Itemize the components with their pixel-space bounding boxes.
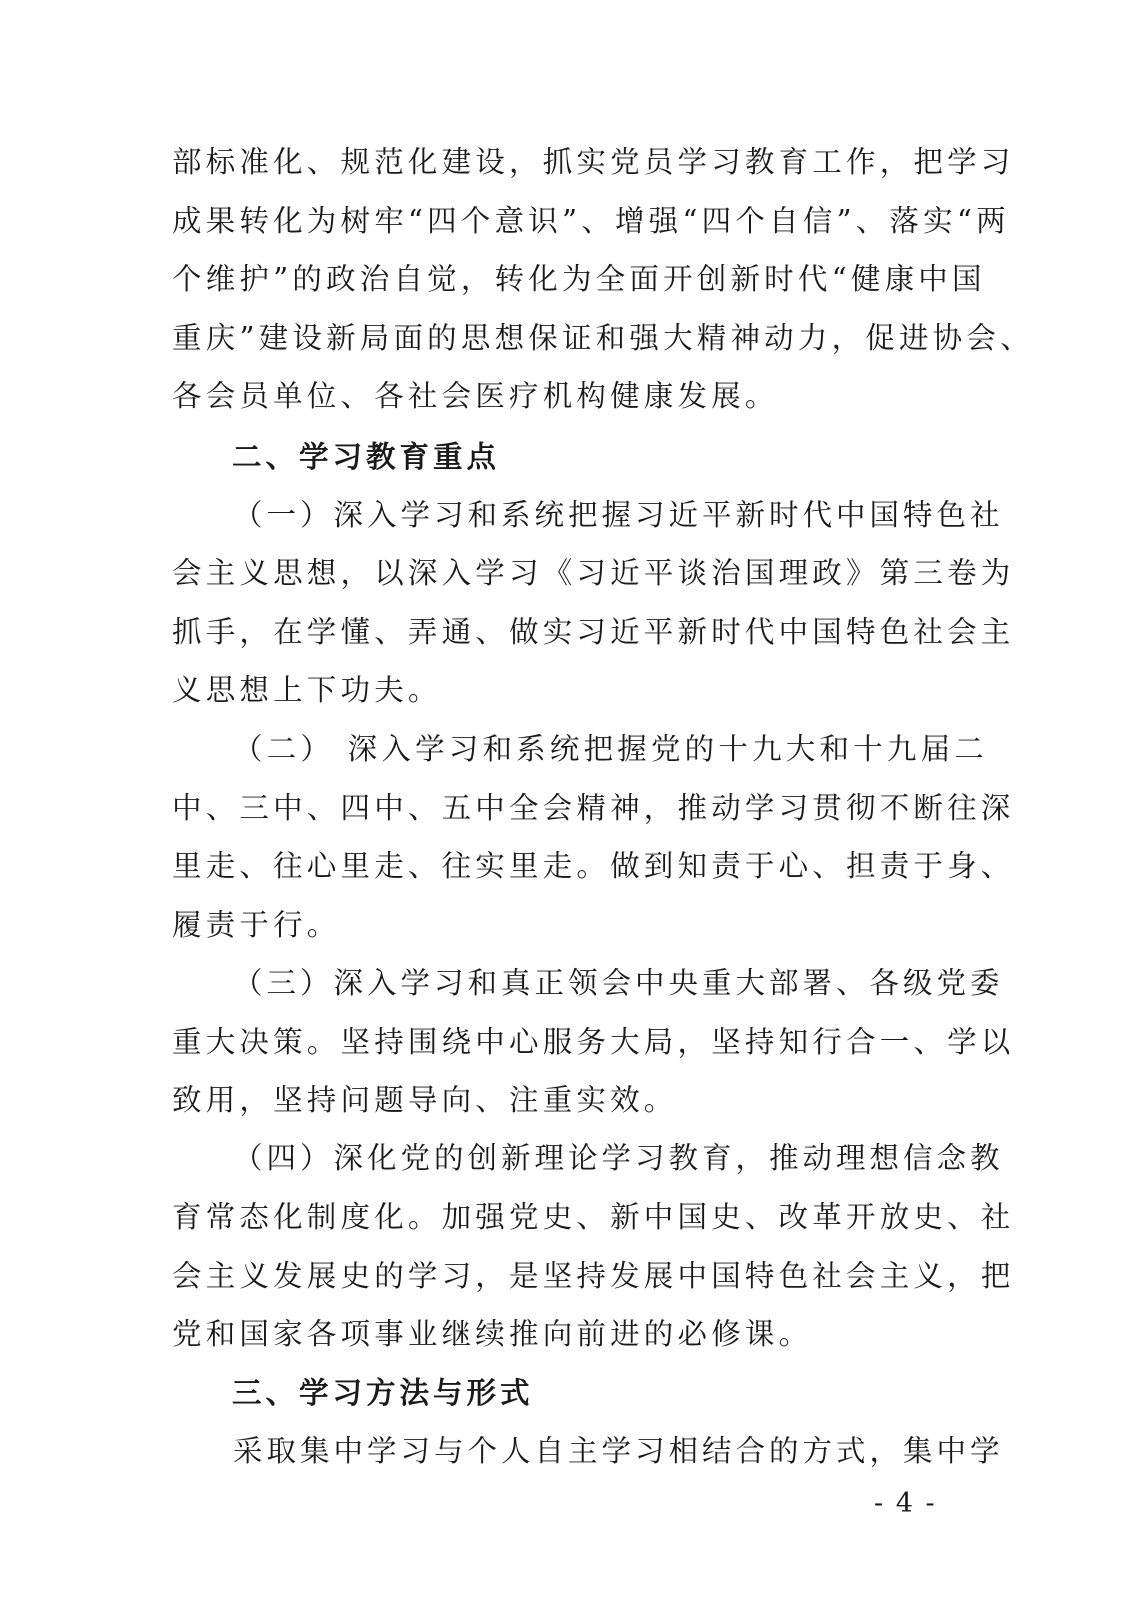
- body-text-line: （三）深入学习和真正领会中央重大部署、各级党委: [233, 966, 1004, 1000]
- body-text-line: 采取集中学习与个人自主学习相结合的方式，集中学: [233, 1434, 1004, 1468]
- body-text-line: （四）深化党的创新理论学习教育，推动理想信念教: [233, 1141, 1004, 1175]
- body-text-line: （一）深入学习和系统把握习近平新时代中国特色社: [233, 498, 1004, 532]
- body-text-line: 会主义发展史的学习，是坚持发展中国特色社会主义，把: [172, 1259, 1015, 1293]
- body-text-line: 重庆”建设新局面的思想保证和强大精神动力，促进协会、: [172, 321, 1034, 355]
- body-text-line: 致用，坚持问题导向、注重实效。: [172, 1083, 678, 1117]
- body-text-line: 部标准化、规范化建设，抓实党员学习教育工作，把学习: [172, 145, 1015, 179]
- body-text-line: 重大决策。坚持围绕中心服务大局，坚持知行合一、学以: [172, 1025, 1015, 1059]
- body-text-line: 党和国家各项事业继续推向前进的必修课。: [172, 1317, 813, 1351]
- body-text-line: 义思想上下功夫。: [172, 673, 442, 707]
- body-text-line: 会主义思想，以深入学习《习近平谈治国理政》第三卷为: [172, 556, 1015, 590]
- section-heading: 三、学习方法与形式: [232, 1375, 534, 1410]
- body-text-line: 里走、往心里走、往实里走。做到知责于心、担责于身、: [172, 849, 1015, 883]
- page-number: - 4 -: [874, 1488, 937, 1519]
- body-text-line: 个维护”的政治自觉，转化为全面开创新时代“健康中国: [172, 262, 986, 296]
- body-text-line: （二） 深入学习和系统把握党的十九大和十九届二: [233, 732, 988, 766]
- body-text-line: 抓手，在学懂、弄通、做实习近平新时代中国特色社会主: [172, 615, 1015, 649]
- body-text-line: 成果转化为树牢“四个意识”、增强“四个自信”、落实“两: [172, 204, 1010, 238]
- body-text-line: 履责于行。: [172, 908, 341, 942]
- body-text-line: 中、三中、四中、五中全会精神，推动学习贯彻不断往深: [172, 791, 1015, 825]
- body-text-line: 育常态化制度化。加强党史、新中国史、改革开放史、社: [172, 1200, 1015, 1234]
- body-text-line: 各会员单位、各社会医疗机构健康发展。: [172, 379, 779, 413]
- section-heading: 二、学习教育重点: [232, 439, 501, 474]
